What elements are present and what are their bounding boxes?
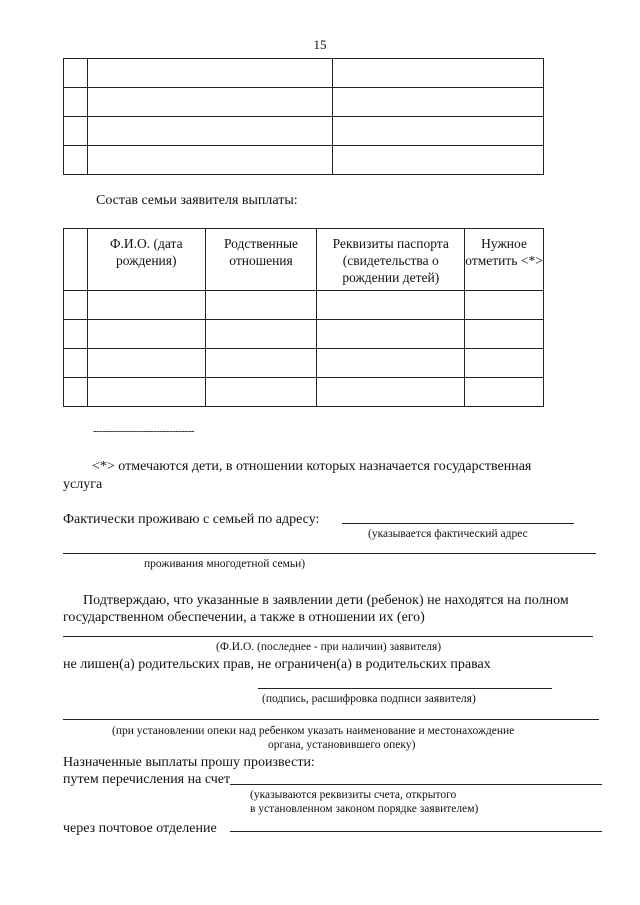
table-header-row xyxy=(64,229,544,291)
table-cell[interactable] xyxy=(465,378,544,407)
table-cell[interactable] xyxy=(87,349,205,378)
address-input-line[interactable] xyxy=(342,523,574,524)
table-cell[interactable] xyxy=(465,291,544,320)
fio-hint: (Ф.И.О. (последнее - при наличии) заявителя) xyxy=(216,641,442,653)
table-cell[interactable] xyxy=(64,378,88,407)
account-hint-2: в установленном законом порядке заявителем) xyxy=(250,803,479,815)
table-cell[interactable] xyxy=(333,146,544,175)
address-hint-1: (указывается фактический адрес xyxy=(368,528,528,540)
confirm-text-line2: государственном обеспечении, а также в отношении их (его) xyxy=(63,610,425,625)
account-hint-1: (указываются реквизиты счета, открытого xyxy=(250,789,457,801)
signature-input-line[interactable] xyxy=(258,688,552,689)
table-cell[interactable] xyxy=(333,88,544,117)
signature-hint: (подпись, расшифровка подписи заявителя) xyxy=(262,693,476,705)
table-cell[interactable] xyxy=(64,88,88,117)
payments-title: Назначенные выплаты прошу произвести: xyxy=(63,755,315,770)
table-row xyxy=(64,59,544,88)
confirm-text-line1: Подтверждаю, что указанные в заявлении дети (ребенок) не находятся на полном xyxy=(83,593,569,608)
column-header-fio: Ф.И.О. (дата рождения) xyxy=(87,229,205,291)
table-row xyxy=(64,320,544,349)
table-cell[interactable] xyxy=(87,320,205,349)
guardianship-input-line[interactable] xyxy=(63,719,599,720)
table-cell[interactable] xyxy=(87,146,332,175)
table-cell[interactable] xyxy=(87,378,205,407)
table-cell[interactable] xyxy=(87,117,332,146)
table-cell[interactable] xyxy=(64,349,88,378)
footnote-separator: -------------------------------- xyxy=(93,425,195,437)
guardianship-hint-1: (при установлении опеки над ребенком указать наименование и местонахождение xyxy=(112,725,515,737)
column-header-relation: Родственные отношения xyxy=(205,229,317,291)
guardianship-hint-2: органа, установившего опеку) xyxy=(268,739,416,751)
column-header-mark: Нужное отметить <*> xyxy=(465,229,544,291)
table-row xyxy=(64,349,544,378)
table-cell[interactable] xyxy=(205,320,317,349)
table-cell[interactable] xyxy=(64,117,88,146)
table-cell[interactable] xyxy=(64,320,88,349)
page-number: 15 xyxy=(313,37,327,52)
column-header-index xyxy=(64,229,88,291)
table-cell[interactable] xyxy=(87,88,332,117)
footnote-text-line1: <*> отмечаются дети, в отношении которых назначается государственная xyxy=(92,459,532,474)
table-cell[interactable] xyxy=(87,291,205,320)
address-hint-2: проживания многодетной семьи) xyxy=(144,558,306,570)
table-cell[interactable] xyxy=(333,59,544,88)
table-cell[interactable] xyxy=(64,59,88,88)
table-cell[interactable] xyxy=(333,117,544,146)
table-row xyxy=(64,291,544,320)
table-cell[interactable] xyxy=(317,378,465,407)
family-section-title: Состав семьи заявителя выплаты: xyxy=(96,193,298,208)
top-table xyxy=(63,58,544,175)
table-cell[interactable] xyxy=(317,349,465,378)
table-cell[interactable] xyxy=(317,320,465,349)
address-label: Фактически проживаю с семьей по адресу: xyxy=(63,512,320,527)
footnote-text-line2: услуга xyxy=(63,477,103,492)
table-cell[interactable] xyxy=(64,291,88,320)
table-cell[interactable] xyxy=(205,378,317,407)
table-cell[interactable] xyxy=(465,349,544,378)
account-input-line[interactable] xyxy=(230,784,602,785)
post-office-input-line[interactable] xyxy=(230,831,602,832)
post-office-label: через почтовое отделение xyxy=(63,821,217,836)
table-row xyxy=(64,117,544,146)
table-cell[interactable] xyxy=(64,146,88,175)
family-table xyxy=(63,228,544,407)
table-row xyxy=(64,146,544,175)
account-label: путем перечисления на счет xyxy=(63,772,231,787)
fio-input-line[interactable] xyxy=(63,636,593,637)
table-cell[interactable] xyxy=(465,320,544,349)
address-input-line-2[interactable] xyxy=(63,553,596,554)
table-row xyxy=(64,378,544,407)
table-cell[interactable] xyxy=(205,291,317,320)
column-header-passport: Реквизиты паспорта (свидетельства о рождении детей) xyxy=(317,229,465,291)
table-cell[interactable] xyxy=(317,291,465,320)
table-cell[interactable] xyxy=(87,59,332,88)
confirm-text-line3: не лишен(а) родительских прав, не ограничен(а) в родительских правах xyxy=(63,657,491,672)
table-row xyxy=(64,88,544,117)
table-cell[interactable] xyxy=(205,349,317,378)
